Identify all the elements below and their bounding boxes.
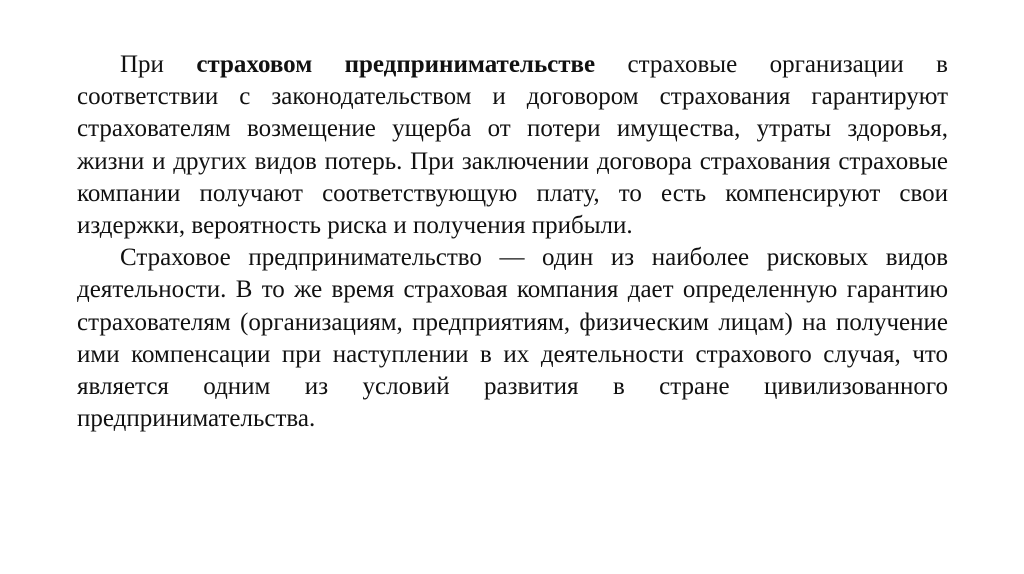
paragraph-1-emphasis: страховом предпринимательстве: [196, 51, 596, 78]
paragraph-1: [77, 49, 948, 242]
text-block: [77, 49, 948, 435]
paragraph-1-lead: При: [120, 51, 197, 78]
paragraph-1-rest: страховые организации в соответствии с законодательством и договором страхования гарантируют страхователям возмещение ущерба от потери имущества, утраты здоровья, жизни и других видов потерь. При заключении договора страхования страховые компании получают соответствующую плату, то есть компенсируют свои издержки, вероятность риска и получения прибыли.: [77, 51, 948, 240]
paragraph-2: Страховое предпринимательство — один из наиболее рисковых видов деятельности. В то же время страховая компания дает определенную гарантию страхователям (организациям, предприятиям, физическим лицам) на получение ими компенсации при наступлении в их деятельности страхового случая, что является одним из условий развития в стране цивилизованного предпринимательства.: [77, 244, 948, 433]
